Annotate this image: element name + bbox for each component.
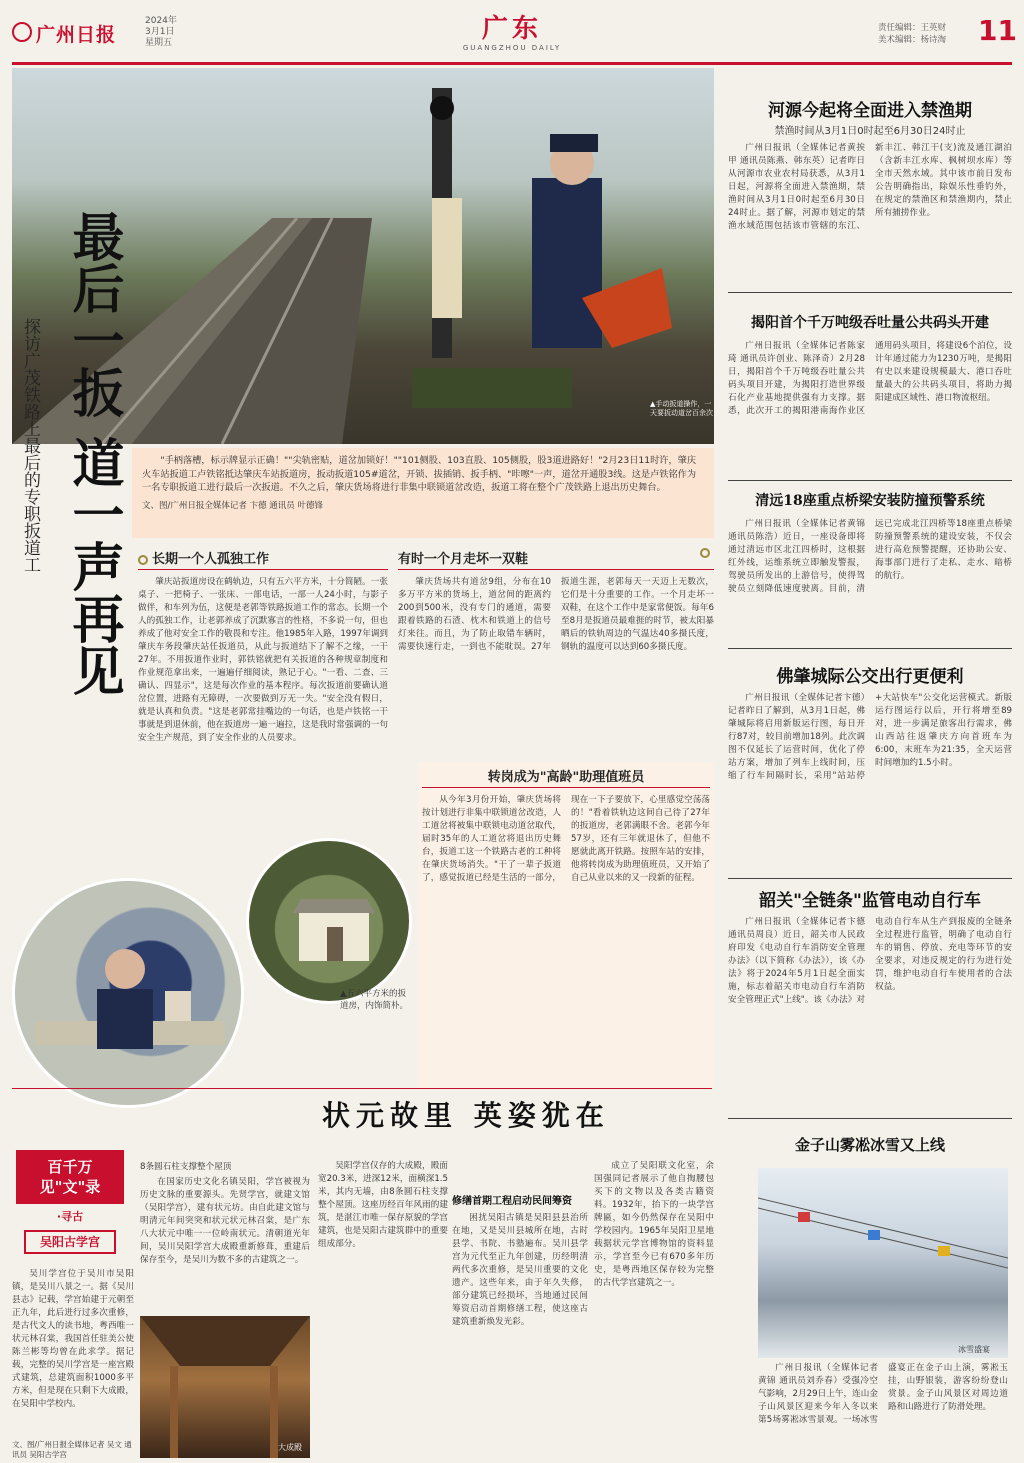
feature-section-2-title-text: 有时一个月走坏一双鞋 xyxy=(398,552,529,567)
feature-section-3-title xyxy=(422,766,710,788)
main-headline: 最后一扳 道一声再见 xyxy=(63,210,124,697)
feature-section-2-title xyxy=(398,548,714,570)
feature-section-1-body: 肇庆站扳道房设在鹤轨边，只有五六平方米，十分简陋。一张桌子、一把椅子、一张床、一部电话，一部一人24小时，与影子做伴，和车列为伍，这便是老郭等铁路扳道工作的常态。长期一个人的孤独工作，让老郭养成了沉默寡言的性格，不多说一句，但也养成了他对安全工作的敬畏和专注。他1985年入路，1997年调到肇庆车务段肇庆站任扳道员，从此与扳道结下了解不之缘，一干27年。不用扳道作业时，郭铁铭就把有关扳道的各种规章制度和作业规范拿出来，一遍遍仔细阅读，熟记于心。"一看、二查、三确认、四显示"，这是每次作业的基本程序。每次扳道前要确认道岔位置，进路有无障碍，一次要做到万无一失。"安全没有假日，就是认真和负责。"这是老郭常挂嘴边的一句话，也是卢铁铭一干事就是到退休前，他在扳道房一遍一遍拉，这是我时常强调的一句安全生产规范，到了安全作业的人员要求。 xyxy=(138,577,388,743)
bottom-rule xyxy=(12,1088,712,1089)
masthead xyxy=(0,0,1024,64)
bottom-caption-top: 8条圆石柱支撑整个屋顶 xyxy=(140,1162,232,1172)
feature-section-1-title-text: 长期一个人孤独工作 xyxy=(152,552,270,567)
feature-section-3-title-text: 转岗成为"高龄"助理值班员 xyxy=(487,770,645,785)
badge-subtitle: ·寻古 xyxy=(56,1210,84,1223)
article-5-body: 广州日报讯（全媒体记者卞德 通讯员周良）近日，韶关市人民政府印发《电动自行车消防安全管理办法》（以下简称《办法》），该《办法》将于2024年5月1日起全面实施，标志着韶关市电动自行车消防安全管理正式"上线"。该《办法》对电动自行车从生产到报废的全链条全过程进行监管，明确了电动自行车的销售、停放、充电等环节的安全要求，对违反规定的行为进行处罚，维护电动自行车使用者的合法权益。 xyxy=(728,917,1012,1005)
feature-section-2 xyxy=(398,548,714,778)
badge-title: 百千万 见"文"录 xyxy=(16,1150,124,1204)
article-6-headline: 金子山雾凇冰雪又上线 xyxy=(794,1136,945,1154)
worker-illustration xyxy=(15,881,244,1108)
bottom-col-2: 吴阳学宫仅存的大成殿，殿面宽20.3米，进深12米，面横深1.5米，其内无墙，由8条圆石柱支撑整个屋顶。这座历经百年风雨的建筑，是湛江市唯一保存原貌的学宫建筑，也是吴阳古建筑群中的重要组成部分。 xyxy=(318,1161,448,1249)
bottom-col-3: 困扰吴阳古镇是吴阳县县治所在地，又是吴川县城所在地，古时县学、书院、书塾遍布。吴川县学宫为元代至正九年创建，历经明清两代多次重修，是吴川重要的文化遗产。这些年来，由于年久失修，部分建筑已经损坏，当地通过民间筹资启动首期修缮工程，使这座古建筑重新焕发光彩。 xyxy=(452,1213,588,1327)
section-subtitle: GUANGZHOU DAILY xyxy=(462,44,562,52)
lead-paragraph: "手柄落槽，标示牌显示正确！""尖轨密贴，道岔加锁好！""101侧股、103直股、105侧股，股3道进路好！"2月23日11时许，肇庆火车站扳道工卢铁铭抵达肇庆车站扳道房，扳动扳道105#道岔，开锁、拔插销、扳手柄、"咔嚓"一声，道岔开通股3线。这是卢铁铭作为一名专职扳道工进行最后一次扳道。不久之后，肇庆货场将进行非集中联锁道岔改造，扳道工将在整个广茂铁路上退出历史舞台。 xyxy=(142,455,697,493)
lead-byline: 文、图/广州日报全媒体记者 卞德 通讯员 叶德锋 xyxy=(142,500,323,511)
divider xyxy=(728,1118,1012,1119)
cabin-illustration xyxy=(249,841,412,1004)
lead-box xyxy=(132,448,714,538)
cabin-photo-caption: ▲五六平方米的扳道房，内饰简朴。 xyxy=(340,989,409,1011)
page-number: 11 xyxy=(978,14,1017,47)
article-4-headline: 佛肇城际公交出行更便利 xyxy=(776,667,964,687)
article-6-body: 广州日报讯（全媒体记者黄锦 通讯员刘乔春）受强冷空气影响，2月29日上午，连山金子山风景区迎来今年入冬以来第5场雾凇冰雪景观。一场冰雪盛宴正在金子山上演，雾凇玉挂，山野银装，游客纷纷登山赏景。金子山风景区对周边道路和山路进行了防滑处理。 xyxy=(758,1363,1008,1425)
editor-credit: 责任编辑：王英财 xyxy=(878,23,947,33)
issue-year: 2024年 xyxy=(145,16,177,26)
bottom-byline: 文、图/广州日报全媒体记者 吴文 通讯员 吴阳古学宫 xyxy=(12,1440,132,1459)
issue-day: 3月1日 xyxy=(145,27,175,37)
issue-weekday: 星期五 xyxy=(145,38,173,48)
snow-photo-caption: 冰雪盛宴 xyxy=(958,1345,990,1354)
section-title: 广东 xyxy=(481,14,542,44)
feature-section-3-body: 从今年3月份开始，肇庆货场将按计划进行非集中联锁道岔改造，人工道岔将被集中联锁电动道岔取代，届时35年的人工道岔将退出历史舞台，扳道工这一个铁路古老的工种将在肇庆货场消失。"干了一辈子扳道了，感觉扳道已经是生活的一部分，现在一下子要放下，心里感觉空荡荡的！"看着铁轨边这间自己待了27年的扳道房，老郭满眼不舍。老郭今年57岁，还有三年就退休了，但他不愿就此离开铁路。按照车站的安排，他将转岗成为助理值班员，又开始了自己从业以来的又一段新的征程。 xyxy=(422,795,710,883)
article-1-headline: 河源今起将全面进入禁渔期 xyxy=(768,101,972,121)
hall-illustration xyxy=(140,1316,310,1458)
cablecar-illustration xyxy=(758,1168,1008,1358)
column-badge xyxy=(16,1150,124,1258)
article-5-headline: 韶关"全链条"监管电动自行车 xyxy=(759,891,981,911)
divider xyxy=(728,292,1012,293)
snow-cablecar-photo xyxy=(758,1168,1008,1358)
article-1-body: 广州日报讯（全媒体记者黄挨甲 通讯员陈燕、韩东英）记者昨日从河源市农业农村局获悉，从3月1日起，河源将全面进入禁渔期，禁渔时间从3月1日0时起至6月30日24时止。据了解，河源市划定的禁渔水域范围包括该市管辖的东江、新丰江、韩江干(支)流及通江湖泊（含新丰江水库、枫树坝水库）等全市天然水域。其中该市前日发布公告明确指出，除娱乐性垂钓外，在规定的禁渔区和禁渔期内，禁止所有捕捞作业。 xyxy=(728,143,1012,231)
bottom-intro: 吴川学宫位于吴川市吴阳镇，是吴川八景之一。据《吴川县志》记载，学宫始建于元朝至正九年，此后进行过多次重修，是古代文人的读书地，粤西唯一状元林召棠，我国首任驻美公使陈兰彬等均曾在此求学。据记载，完整的吴川学宫是一座宫殿式建筑，总建筑面积1000多平方米，但是现在只剩下大成殿，在吴阳中学校内。 xyxy=(12,1269,134,1409)
feature-section-1-title xyxy=(138,548,388,570)
bullet-icon xyxy=(138,555,148,565)
bottom-headline: 状元故里 英姿犹在 xyxy=(322,1099,610,1132)
masthead-rule xyxy=(12,62,1012,65)
feature-section-2-body: 肇庆货场共有道岔9组，分布在10多万平方米的货场上，道岔间的距离约200到500米，没有专门的通道，需要跟着铁路的石渣、枕木和铁道上的信号灯来往。而且，为了防止取错车辆时，需要快速行走，一到也不能耽误。27年扳道生涯，老郭每天一天迈上无数次，它们是十分重要的工作。一个月走坏一双鞋，在这个工作中是家常便饭。每年6至8月是扳道员最难捱的时节，被太阳暴晒后的铁轨周边的气温达40多摄氏度，钢轨的温度可以达到60多摄氏度。 xyxy=(398,577,714,652)
paper-name: 广州日报 xyxy=(36,24,117,46)
article-2-body: 广州日报讯（全媒体记者陈家琦 通讯员许创业、陈泽奇）2月28日，揭阳首个千万吨级吞吐量公共码头项目开建，为揭阳打造世界级石化产业基地提供强有力支撑。据悉，此次开工的揭阳港南海作业区通用码头项目，将建设6个泊位，设计年通过能力为1230万吨，是揭阳有史以来建设规模最大、港口吞吐量最大的公共码头项目，将助力揭阳建成区域性、港口物流枢纽。 xyxy=(728,341,1012,416)
article-4-body: 广州日报讯（全媒体记者卞德）记者昨日了解到，从3月1日起，佛肇城际将启用新版运行图，每日开行87对，较目前增加18列。此次调图不仅延长了运营时间，优化了停站方案，增加了列车上线时间，压缩了行车间隔时长，采用"站站停+大站快车"公交化运营模式。新版运行图运行以后，开行将增至89对，进一步满足旅客出行需求，佛山西站往返肇庆方向首班车为6:00，末班车为21:35，全天运营时间增加约1.5小时。 xyxy=(728,693,1012,781)
divider xyxy=(728,480,1012,481)
badge-stamp: 吴阳古学宫 xyxy=(24,1230,116,1254)
article-2-headline: 揭阳首个千万吨级吞吐量公共码头开建 xyxy=(751,315,989,331)
feature-section-1 xyxy=(138,548,388,866)
bottom-subhead: 修缮首期工程启动民间筹资 xyxy=(452,1196,572,1207)
article-3-body: 广州日报讯（全媒体记者黄锦 通讯员陈浩）近日，一座设备即将通过清远市区北江四桥时，这根据红外线，运维系统立即触发警报，驾驶员所发出的上游信号，使得驾驶员立刻降低速度驶离。目前，清远已完成北江四桥等18座重点桥梁防撞预警系统的建设安装，不仅会进行高危预警提醒，还协助公安、海事部门进行了走私、走水、暗桥的航行。 xyxy=(728,519,1012,594)
bottom-col-4: 成立了吴阳联文化室，余国强同记者展示了他自掏腰包买下的文物以及各类古籍资料。1932年，抬下的一块学宫牌匾，如今仍然保存在吴阳中学校园内。1965年吴阳卫星地载据状元学宫博物馆的资料显示，学宫至今已有670多年历史，是粤西地区保存较为完整的古代学宫建筑之一。 xyxy=(594,1161,714,1288)
article-1-subheadline: 禁渔时间从3月1日0时起至6月30日24时止 xyxy=(774,126,966,137)
hero-photo-caption: ▲手动扳道操作，一天要扳动道岔百余次 xyxy=(650,400,713,417)
divider xyxy=(728,648,1012,649)
cabin-photo xyxy=(246,838,412,1004)
article-3-headline: 清远18座重点桥梁安装防撞预警系统 xyxy=(755,493,985,509)
editors xyxy=(878,22,946,46)
bottom-col-1: 在国家历史文化名镇吴阳，学宫被视为历史文脉的重要源头。先贤学宫，就建文馆（吴阳学宫），建有状元坊。由自此建文馆与明清元年间突突和状元状元林召棠，是广东八大状元中唯一一位岭南状元。清朝道光年间，吴川吴阳学宫大成殿重新修葺，重建后保存至今，是吴川为数不多的古建筑之一。 xyxy=(140,1177,310,1265)
hall-photo-caption: 大成殿 xyxy=(278,1443,302,1452)
divider xyxy=(728,878,1012,879)
designer-credit: 美术编辑：杨诗淘 xyxy=(878,35,947,45)
main-subtitle: 探访广茂铁路上最后的专职扳道工 xyxy=(20,318,40,573)
hall-photo xyxy=(140,1316,310,1458)
worker-photo xyxy=(12,878,244,1108)
bullet-icon xyxy=(700,548,710,558)
feature-section-3 xyxy=(418,762,714,1088)
